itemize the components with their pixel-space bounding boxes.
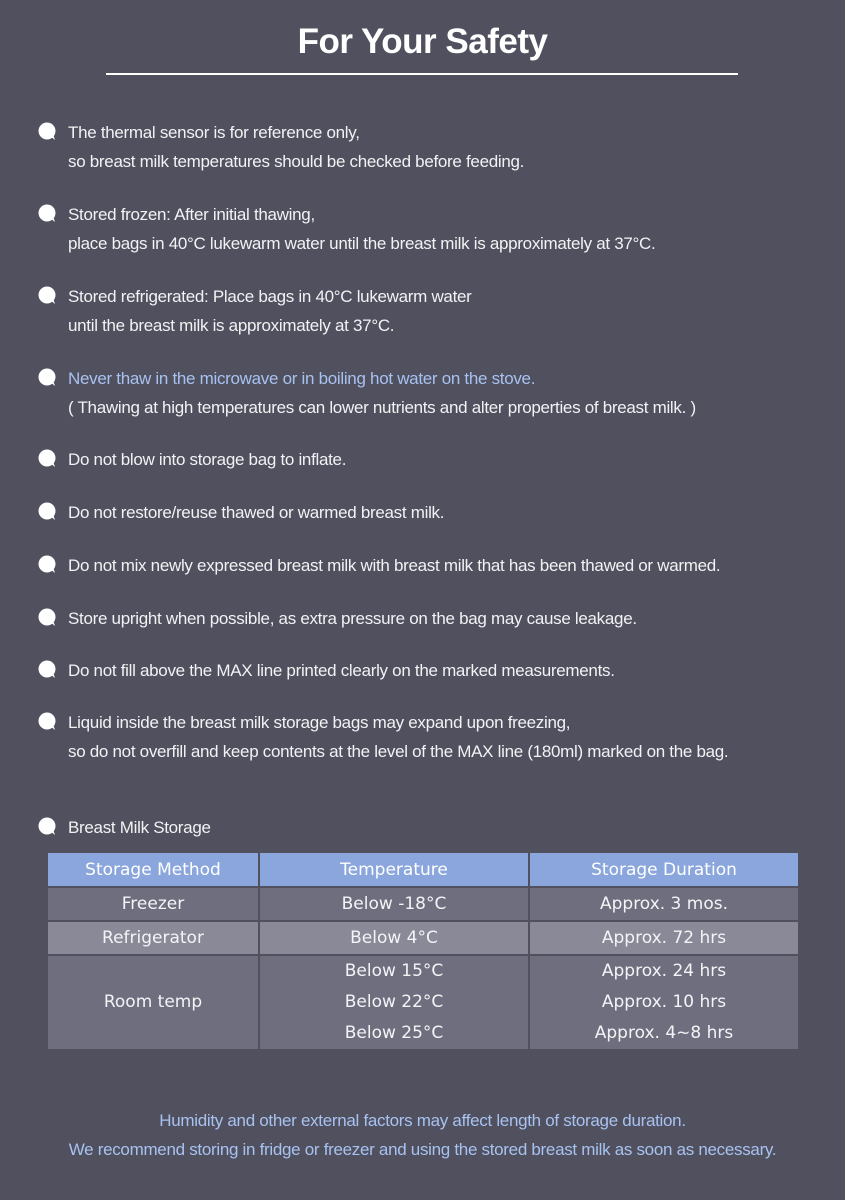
- table-row: [48, 888, 798, 920]
- page-title: For Your Safety: [297, 22, 548, 61]
- footer-note: [0, 1106, 845, 1164]
- temperature-cell: Below -18°C: [260, 888, 528, 920]
- speech-bubble-icon: [38, 286, 56, 304]
- duration-line: Approx. 4~8 hrs: [594, 1023, 734, 1043]
- speech-bubble-icon: [38, 817, 56, 835]
- temperature-cell: [260, 956, 528, 1049]
- temperature-cell: Below 4°C: [260, 922, 528, 954]
- method-cell: Room temp: [48, 956, 258, 1049]
- item-text-line: until the breast milk is approximately at 37°C.: [68, 316, 395, 335]
- method-cell: Refrigerator: [48, 922, 258, 954]
- speech-bubble-icon: [38, 368, 56, 386]
- temperature-line: Below 15°C: [344, 961, 444, 981]
- speech-bubble-icon: [38, 712, 56, 730]
- speech-bubble-icon: [38, 555, 56, 573]
- duration-line: Approx. 24 hrs: [601, 961, 727, 981]
- item-text-line: Stored frozen: After initial thawing,: [68, 205, 315, 224]
- method-cell: Freezer: [48, 888, 258, 920]
- footer-line: We recommend storing in fridge or freezer and using the stored breast milk as soon as necessary.: [68, 1140, 777, 1159]
- item-text-line: Do not restore/reuse thawed or warmed breast milk.: [68, 503, 445, 522]
- item-text-line: Do not fill above the MAX line printed clearly on the marked measurements.: [68, 661, 615, 680]
- item-text-line: Liquid inside the breast milk storage bags may expand upon freezing,: [68, 713, 571, 732]
- item-text-line: Do not mix newly expressed breast milk with breast milk that has been thawed or warmed.: [68, 556, 721, 575]
- item-text-line: Store upright when possible, as extra pressure on the bag may cause leakage.: [68, 609, 637, 628]
- duration-line: Approx. 10 hrs: [601, 992, 727, 1012]
- table-header-row: [48, 853, 798, 886]
- temperature-line: Below 25°C: [344, 1023, 444, 1043]
- duration-cell: Approx. 72 hrs: [530, 922, 798, 954]
- temperature-line: Below 22°C: [344, 992, 444, 1012]
- duration-cell: Approx. 3 mos.: [530, 888, 798, 920]
- section-heading-storage: Breast Milk Storage: [68, 818, 211, 837]
- column-header: Storage Method: [48, 853, 258, 886]
- item-text-line: Stored refrigerated: Place bags in 40°C lukewarm water: [68, 287, 472, 306]
- duration-cell: [530, 956, 798, 1049]
- speech-bubble-icon: [38, 660, 56, 678]
- speech-bubble-icon: [38, 122, 56, 140]
- speech-bubble-icon: [38, 204, 56, 222]
- speech-bubble-icon: [38, 502, 56, 520]
- item-text-line: Do not blow into storage bag to inflate.: [68, 450, 347, 469]
- footer-line: Humidity and other external factors may affect length of storage duration.: [159, 1111, 686, 1130]
- speech-bubble-icon: [38, 608, 56, 626]
- item-text-line: so do not overfill and keep contents at the level of the MAX line (180ml) marked on the bag.: [68, 742, 729, 761]
- table-row: [48, 922, 798, 954]
- item-text-line: so breast milk temperatures should be checked before feeding.: [68, 152, 525, 171]
- column-header: Temperature: [260, 853, 528, 886]
- column-header: Storage Duration: [530, 853, 798, 886]
- storage-table: [46, 851, 800, 1051]
- speech-bubble-icon: [38, 449, 56, 467]
- title-underline: [106, 73, 738, 75]
- table-row: [48, 956, 798, 1049]
- item-text-line: The thermal sensor is for reference only,: [68, 123, 360, 142]
- item-text-line: ( Thawing at high temperatures can lower nutrients and alter properties of breast milk. ): [68, 398, 696, 417]
- item-text-line: place bags in 40°C lukewarm water until the breast milk is approximately at 37°C.: [68, 234, 656, 253]
- warning-text: Never thaw in the microwave or in boiling hot water on the stove.: [68, 369, 536, 388]
